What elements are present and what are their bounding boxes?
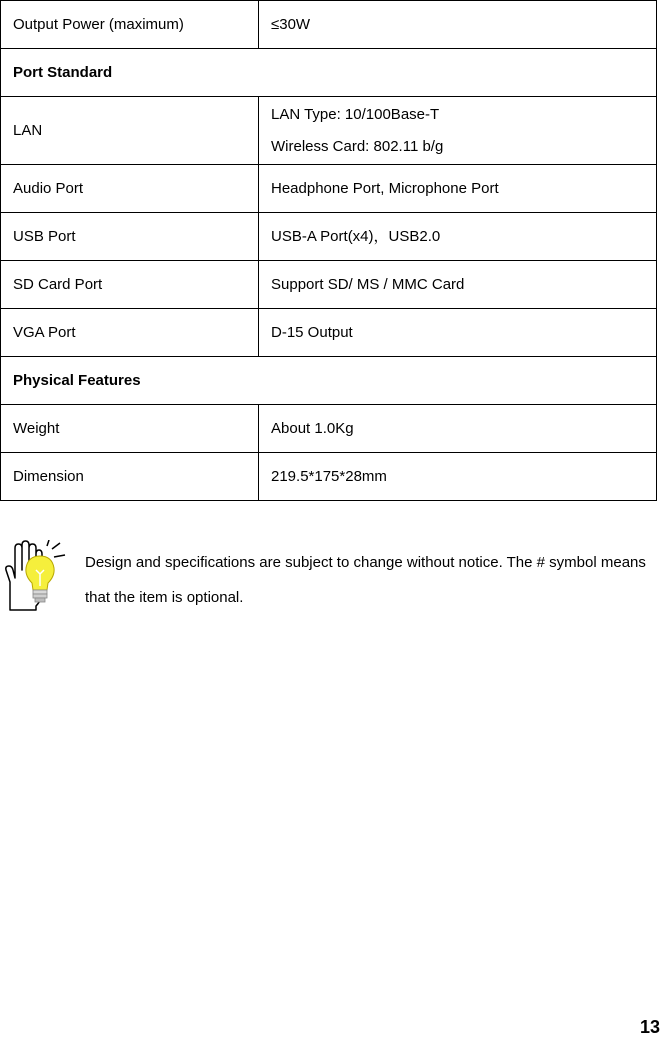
- lan-type: LAN Type: 10/100Base-T: [271, 105, 440, 123]
- section-heading-physical-features: Physical Features: [1, 357, 657, 405]
- row-label: SD Card Port: [1, 261, 259, 309]
- row-value: Support SD/ MS / MMC Card: [259, 261, 657, 309]
- section-heading-port-standard: Port Standard: [1, 49, 657, 97]
- page-number: 13: [639, 1017, 660, 1037]
- row-label: Output Power (maximum): [1, 1, 259, 49]
- table-row: [1, 1, 657, 49]
- row-label: LAN: [1, 97, 259, 165]
- row-value: ≤30W: [259, 1, 657, 49]
- row-label: VGA Port: [1, 309, 259, 357]
- table-row: [1, 309, 657, 357]
- row-label: Audio Port: [1, 165, 259, 213]
- hand-lightbulb-icon: [2, 540, 68, 612]
- table-row: [1, 405, 657, 453]
- section-row: [1, 49, 657, 97]
- table-row: [1, 453, 657, 501]
- table-row: [1, 97, 657, 165]
- row-value: USB-A Port(x4)，USB2.0: [259, 213, 657, 261]
- row-value: Headphone Port, Microphone Port: [259, 165, 657, 213]
- note-block: [0, 538, 662, 618]
- row-value: D-15 Output: [259, 309, 657, 357]
- section-row: [1, 357, 657, 405]
- spec-table: [0, 0, 657, 501]
- row-label: Dimension: [1, 453, 259, 501]
- note-text: Design and specifications are subject to change without notice. The # symbol means that the item is optional.: [85, 554, 646, 606]
- wireless-card: Wireless Card: 802.11 b/g: [271, 137, 444, 155]
- row-label: USB Port: [1, 213, 259, 261]
- row-value-lan: [259, 97, 657, 165]
- table-row: [1, 165, 657, 213]
- row-label: Weight: [1, 405, 259, 453]
- table-row: [1, 213, 657, 261]
- table-row: [1, 261, 657, 309]
- row-value: 219.5*175*28mm: [259, 453, 657, 501]
- row-value: About 1.0Kg: [259, 405, 657, 453]
